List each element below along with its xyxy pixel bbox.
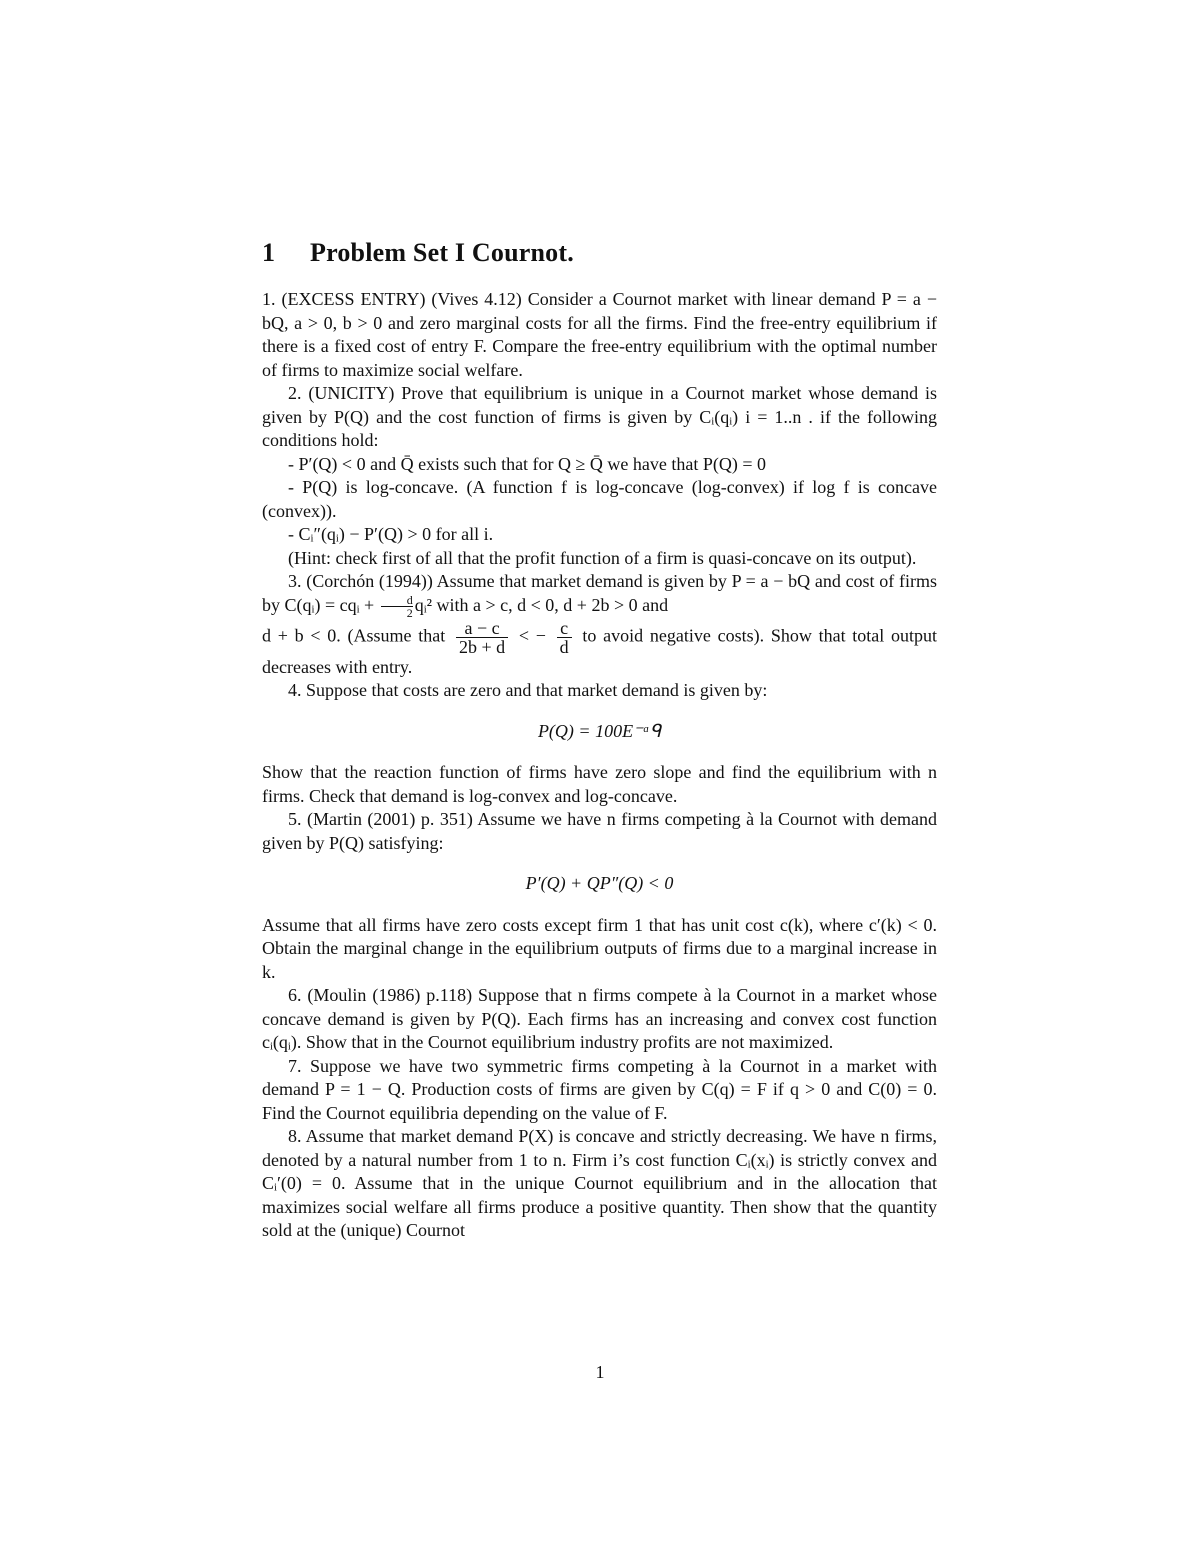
problem-3-text-d: to avoid negative costs). Show that total output decreases with entry.	[262, 625, 938, 677]
fraction-numerator: a − c	[456, 619, 508, 638]
problem-4-after: Show that the reaction function of firms have zero slope and find the equilibrium with n firms. Check that demand is log-convex and log-concave.	[262, 762, 937, 806]
problem-1: 1. (EXCESS ENTRY) (Vives 4.12) Consider a Cournot market with linear demand P = a − bQ, a > 0, b > 0 and zero marginal costs for all the firms. Find the free-entry equilibrium if there is a fixed cost of entry F. Compare the free-entry equilibrium with the optimal number of firms to maximize social welfare.	[262, 289, 937, 380]
equation-text: P(Q) = 100E⁻ᵅᑫ	[537, 720, 662, 741]
section-number: 1	[262, 238, 276, 267]
less-than-minus: < −	[518, 625, 546, 646]
problem-3-condition-line	[262, 619, 937, 680]
problem-3-text-c: d + b < 0. (Assume that	[262, 625, 446, 646]
problem-5-after: Assume that all firms have zero costs except firm 1 that has unit cost c(k), where c′(k) < 0. Obtain the marginal change in the equilibrium outputs of firms due to a marginal increase in k.	[262, 914, 937, 982]
fraction-numerator: c	[557, 619, 572, 638]
section-title: Problem Set I Cournot.	[310, 238, 574, 267]
page-number: 1	[595, 1362, 605, 1382]
problem-7: 7. Suppose we have two symmetric firms competing à la Cournot in a market with demand P = 1 − Q. Production costs of firms are given by C(q) = F if q > 0 and C(0) = 0. Find the Cournot equilibria depending on the value of F.	[262, 1055, 937, 1123]
problem-list	[262, 288, 937, 1243]
problem-4-intro: 4. Suppose that costs are zero and that market demand is given by:	[288, 680, 768, 701]
problem-8: 8. Assume that market demand P(X) is concave and strictly decreasing. We have n firms, denoted by a natural number from 1 to n. Firm i’s cost function Cᵢ(xᵢ) is strictly convex and Cᵢ′(0) = 0. Assume that in the unique Cournot equilibrium and in the allocation that maximizes social welfare all firms produce a positive quantity. Then show that the quantity sold at the (unique) Cournot	[262, 1126, 937, 1241]
problem-4-equation	[262, 720, 937, 744]
problem-5-intro: 5. (Martin (2001) p. 351) Assume we have n firms competing à la Cournot with demand given by P(Q) satisfying:	[262, 809, 937, 853]
section-heading	[262, 238, 962, 268]
problem-3-text-a: 3. (Corchón (1994)) Assume that market demand is given by P = a − bQ and cost of firms by C(qᵢ) = cqᵢ +	[262, 571, 937, 615]
half-fraction	[381, 594, 413, 619]
half-fraction-numerator: d	[381, 594, 413, 607]
problem-2-condition-3: - Cᵢ″(qᵢ) − P′(Q) > 0 for all i.	[288, 524, 494, 544]
problem-2-condition-1: - P′(Q) < 0 and Q̄ exists such that for Q ≥ Q̄ we have that P(Q) = 0	[288, 453, 767, 474]
problem-5-equation	[262, 872, 937, 896]
equation-text: P′(Q) + QP″(Q) < 0	[525, 873, 674, 894]
fraction-c-over-d	[557, 619, 572, 656]
problem-3-text-b: qᵢ² with a > c, d < 0, d + 2b > 0 and	[414, 594, 669, 615]
half-fraction-denominator: 2	[406, 605, 413, 620]
problem-2-intro: 2. (UNICITY) Prove that equilibrium is unique in a Cournot market whose demand is given by P(Q) and the cost function of firms is given by Cᵢ(qᵢ) i = 1..n . if the following conditions hold:	[262, 383, 937, 450]
fraction-a-minus-c	[456, 619, 508, 656]
problem-2-condition-2: - P(Q) is log-concave. (A function f is log-concave (log-convex) if log f is concave (convex)).	[262, 477, 937, 521]
problem-6: 6. (Moulin (1986) p.118) Suppose that n firms compete à la Cournot in a market whose concave demand is given by P(Q). Each firms has an increasing and convex cost function cᵢ(qᵢ). Show that in the Cournot equilibrium industry profits are not maximized.	[262, 985, 937, 1053]
fraction-denominator: 2b + d	[458, 636, 506, 657]
problem-2-hint: (Hint: check first of all that the profit function of a firm is quasi-concave on its output).	[288, 547, 917, 568]
problem-3	[262, 570, 937, 619]
fraction-denominator: d	[559, 636, 569, 657]
